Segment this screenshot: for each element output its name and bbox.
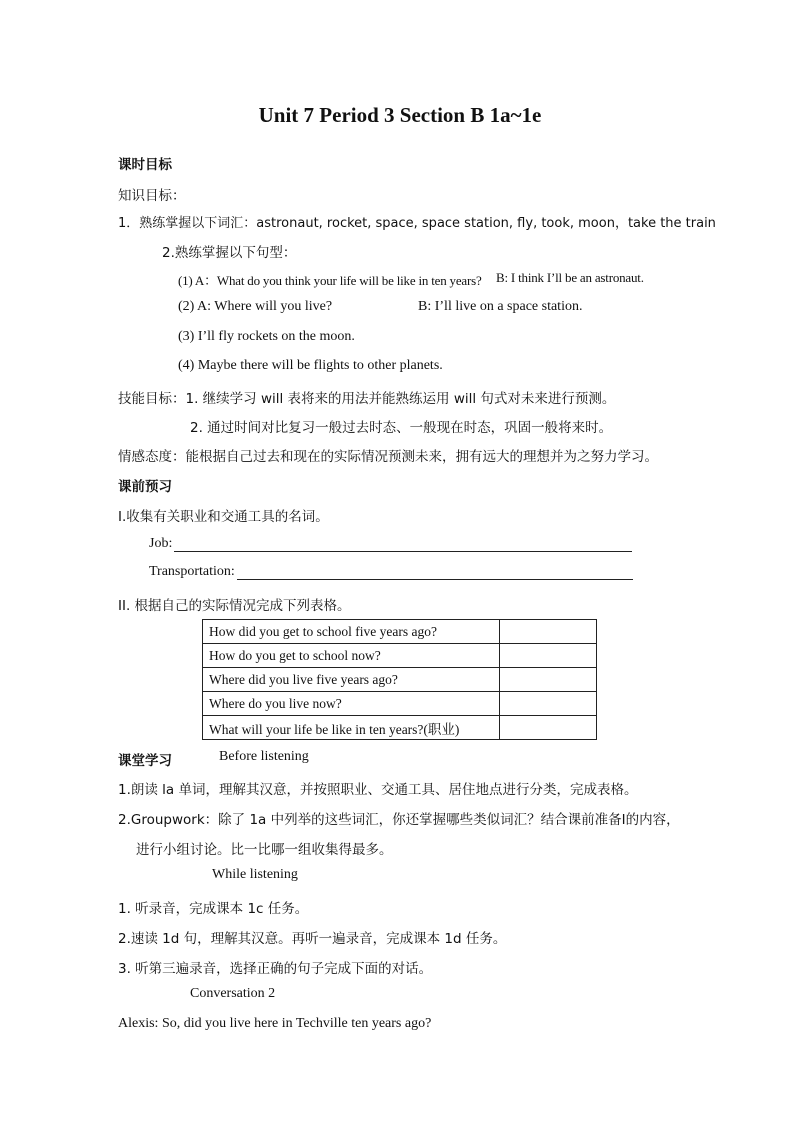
while-task-2: 2.速读 1d 句，理解其汉意。再听一遍录音，完成课本 1d 任务。 — [118, 931, 507, 947]
before-listening-label: Before listening — [219, 749, 309, 764]
table-answer-cell[interactable] — [500, 692, 597, 716]
sentence-1a: (1) A：What do you think your life will be like in ten years? — [178, 273, 482, 288]
table-question: Where did you live five years ago? — [203, 668, 500, 692]
transport-label: Transportation: — [149, 564, 235, 579]
sentence-4: (4) Maybe there will be flights to other planets. — [178, 358, 443, 373]
table-answer-cell[interactable] — [500, 644, 597, 668]
vocab-line: 1．熟练掌握以下词汇：astronaut, rocket, space, space station, fly, took, moon，take the train — [118, 216, 716, 231]
table-question: How did you get to school five years ago? — [203, 620, 500, 644]
page-title: Unit 7 Period 3 Section B 1a~1e — [258, 103, 542, 127]
preview-table — [202, 619, 597, 740]
table-question: What will your life be like in ten years?(职业) — [203, 716, 500, 740]
while-listening-label: While listening — [212, 867, 298, 882]
sentence-2a: (2) A: Where will you live? — [178, 299, 333, 314]
table-row — [203, 668, 597, 692]
table-row — [203, 620, 597, 644]
transport-answer-line[interactable] — [237, 579, 633, 580]
skill-goal-2: 2. 通过时间对比复习一般过去时态、一般现在时态，巩固一般将来时。 — [190, 420, 613, 436]
table-question: Where do you live now? — [203, 692, 500, 716]
table-row — [203, 644, 597, 668]
table-question: How do you get to school now? — [203, 644, 500, 668]
classroom-heading: 课堂学习 — [118, 753, 172, 769]
job-answer-line[interactable] — [174, 551, 632, 552]
objectives-heading: 课时目标 — [118, 157, 172, 173]
knowledge-label: 知识目标： — [118, 188, 186, 204]
while-task-1: 1. 听录音，完成课本 1c 任务。 — [118, 901, 309, 917]
before-task-2-cont: 进行小组讨论。比一比哪一组收集得最多。 — [136, 842, 393, 858]
while-task-3: 3. 听第三遍录音，选择正确的句子完成下面的对话。 — [118, 961, 433, 977]
table-row — [203, 692, 597, 716]
preview-task-1: I.收集有关职业和交通工具的名词。 — [118, 509, 329, 525]
sentence-1b: B: I think I’ll be an astronaut. — [496, 270, 644, 285]
table-answer-cell[interactable] — [500, 620, 597, 644]
before-task-1: 1.朗读 la 单词，理解其汉意，并按照职业、交通工具、居住地点进行分类，完成表格。 — [118, 782, 638, 798]
sentence-2b: B: I’ll live on a space station. — [418, 299, 583, 314]
preview-task-2: II. 根据自己的实际情况完成下列表格。 — [118, 598, 351, 614]
job-label: Job: — [149, 536, 173, 551]
sentence-3: (3) I’ll fly rockets on the moon. — [178, 329, 355, 344]
before-task-2: 2.Groupwork：除了 1a 中列举的这些词汇，你还掌握哪些类似词汇？结合课前准备Ⅰ的内容， — [118, 812, 680, 828]
skill-goal-1: 技能目标：1. 继续学习 will 表将来的用法并能熟练运用 will 句式对未来进行预测。 — [118, 391, 616, 407]
table-row — [203, 716, 597, 740]
emotion-goal: 情感态度：能根据自己过去和现在的实际情况预测未来，拥有远大的理想并为之努力学习。 — [118, 449, 658, 465]
dialogue-line: Alexis: So, did you live here in Techville ten years ago? — [118, 1016, 432, 1031]
table-answer-cell[interactable] — [500, 668, 597, 692]
conversation-label: Conversation 2 — [190, 986, 276, 1001]
table-answer-cell[interactable] — [500, 716, 597, 740]
sentence-heading: 2.熟练掌握以下句型： — [162, 245, 297, 261]
preview-heading: 课前预习 — [118, 479, 172, 495]
